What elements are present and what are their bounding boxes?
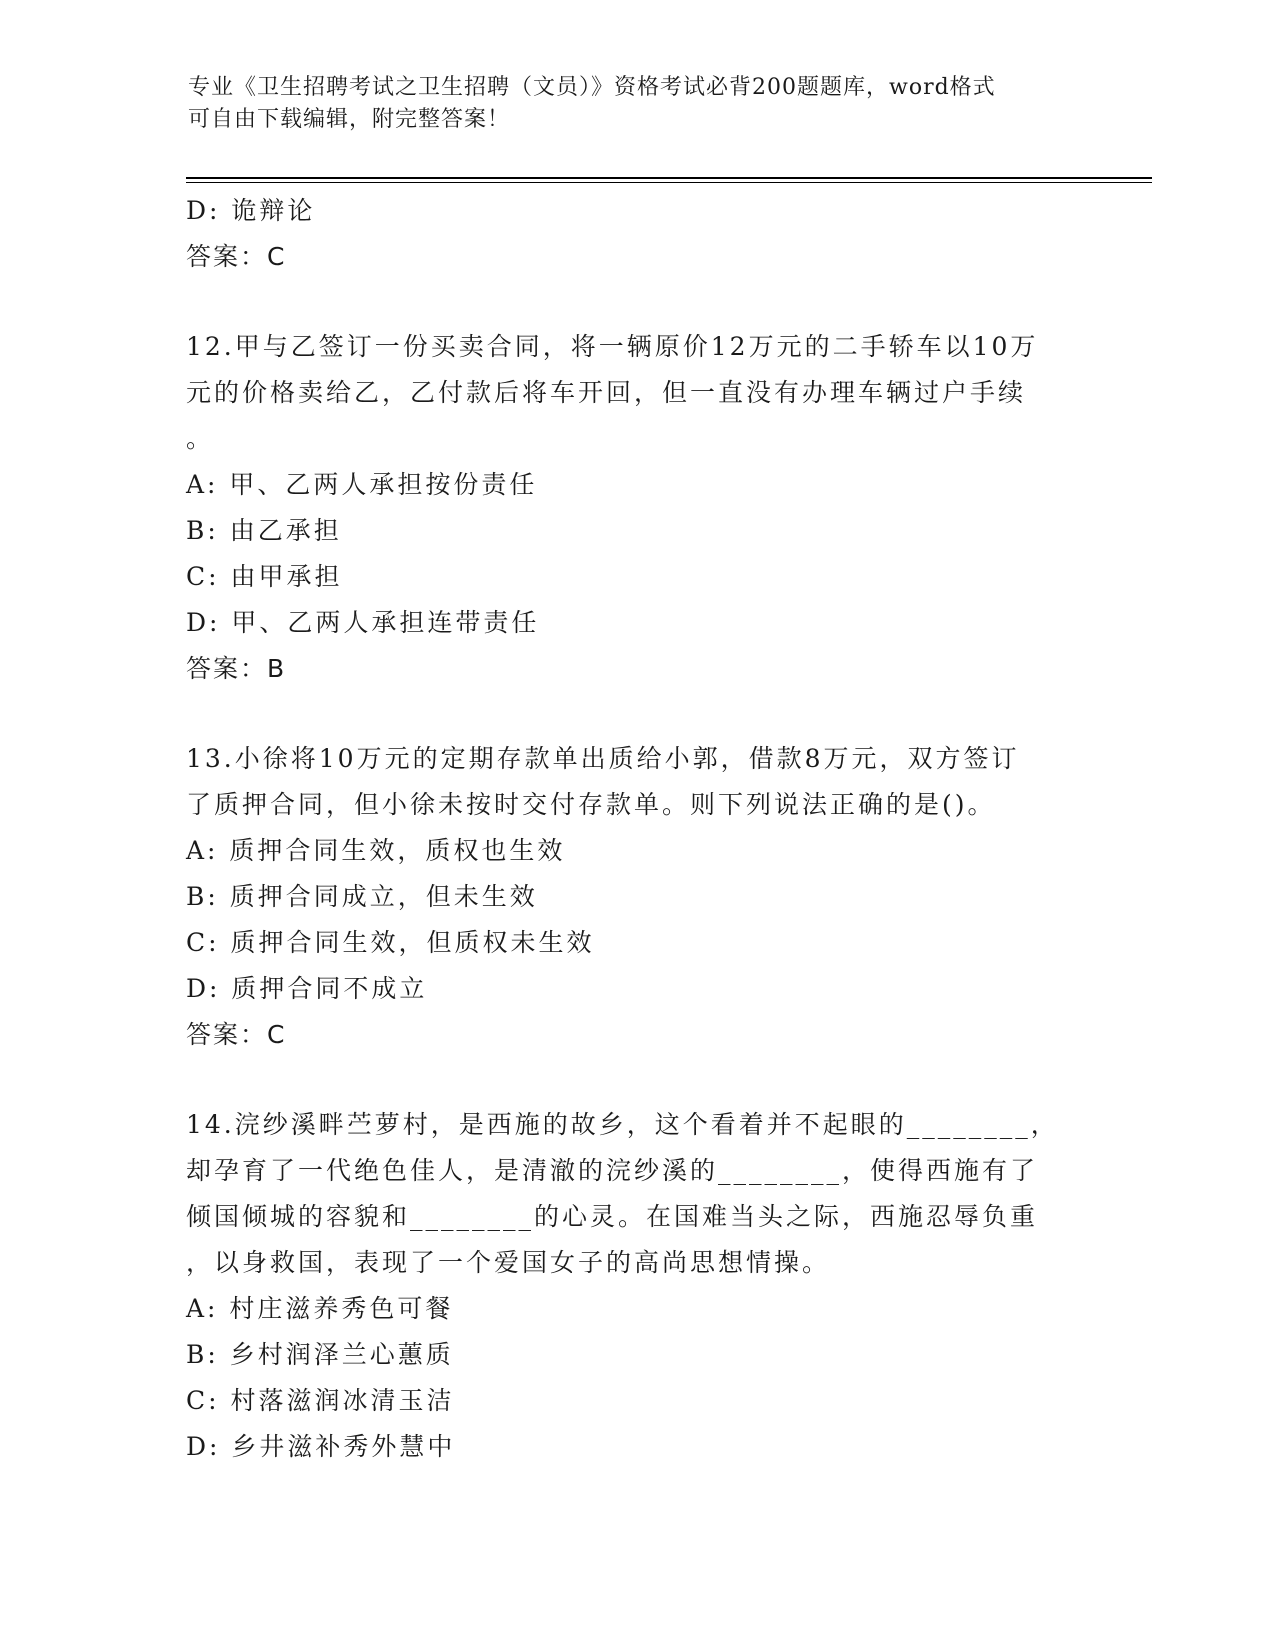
stem-line: 13.小徐将10万元的定期存款单出质给小郭，借款8万元，双方签订 (186, 744, 1020, 773)
question-13-option-b: B: 质押合同成立，但未生效 (186, 882, 538, 911)
question-spacer (186, 280, 1086, 324)
question-14-option-a: A: 村庄滋养秀色可餐 (186, 1294, 454, 1323)
question-12-option-c: C: 由甲承担 (186, 562, 343, 591)
question-spacer (186, 1058, 1086, 1102)
question-13-option-c: C: 质押合同生效，但质权未生效 (186, 928, 595, 957)
question-12-option-b: B: 由乙承担 (186, 516, 342, 545)
stem-line: 了质押合同，但小徐未按时交付存款单。则下列说法正确的是()。 (186, 790, 996, 819)
header-divider-thick (186, 177, 1152, 179)
prev-option-d: D: 诡辩论 (186, 196, 316, 225)
header-divider-thin (186, 182, 1152, 183)
prev-answer: 答案：C (186, 242, 287, 271)
header-line-2: 可自由下载编辑，附完整答案！ (188, 107, 511, 132)
question-13-option-d: D: 质押合同不成立 (186, 974, 428, 1003)
question-content (186, 188, 1086, 1470)
question-12-option-a: A: 甲、乙两人承担按份责任 (186, 470, 538, 499)
question-14-option-d: D: 乡井滋补秀外慧中 (186, 1432, 456, 1461)
question-14-stem (186, 1102, 1086, 1286)
question-13-answer: 答案：C (186, 1020, 287, 1049)
stem-line: 12.甲与乙签订一份买卖合同，将一辆原价12万元的二手轿车以10万 (186, 332, 1039, 361)
question-spacer (186, 692, 1086, 736)
stem-line: ，以身救国，表现了一个爱国女子的高尚思想情操。 (186, 1248, 831, 1277)
stem-line: 元的价格卖给乙，乙付款后将车开回，但一直没有办理车辆过户手续 (186, 378, 1027, 407)
stem-line: 倾国倾城的容貌和________的心灵。在国难当头之际，西施忍辱负重 (186, 1202, 1039, 1231)
question-14-option-b: B: 乡村润泽兰心蕙质 (186, 1340, 454, 1369)
question-12-stem (186, 324, 1086, 462)
stem-line: 14.浣纱溪畔苎萝村，是西施的故乡，这个看着并不起眼的________， (186, 1110, 1059, 1139)
question-12-answer: 答案：B (186, 654, 287, 683)
question-12-option-d: D: 甲、乙两人承担连带责任 (186, 608, 540, 637)
question-13-option-a: A: 质押合同生效，质权也生效 (186, 836, 566, 865)
question-13-stem (186, 736, 1086, 828)
document-header (188, 72, 1088, 136)
question-14-option-c: C: 村落滋润冰清玉洁 (186, 1386, 455, 1415)
stem-line: 。 (186, 424, 215, 453)
header-line-1: 专业《卫生招聘考试之卫生招聘（文员）》资格考试必背200题题库，word格式 (188, 75, 996, 100)
stem-line: 却孕育了一代绝色佳人，是清澈的浣纱溪的________，使得西施有了 (186, 1156, 1039, 1185)
